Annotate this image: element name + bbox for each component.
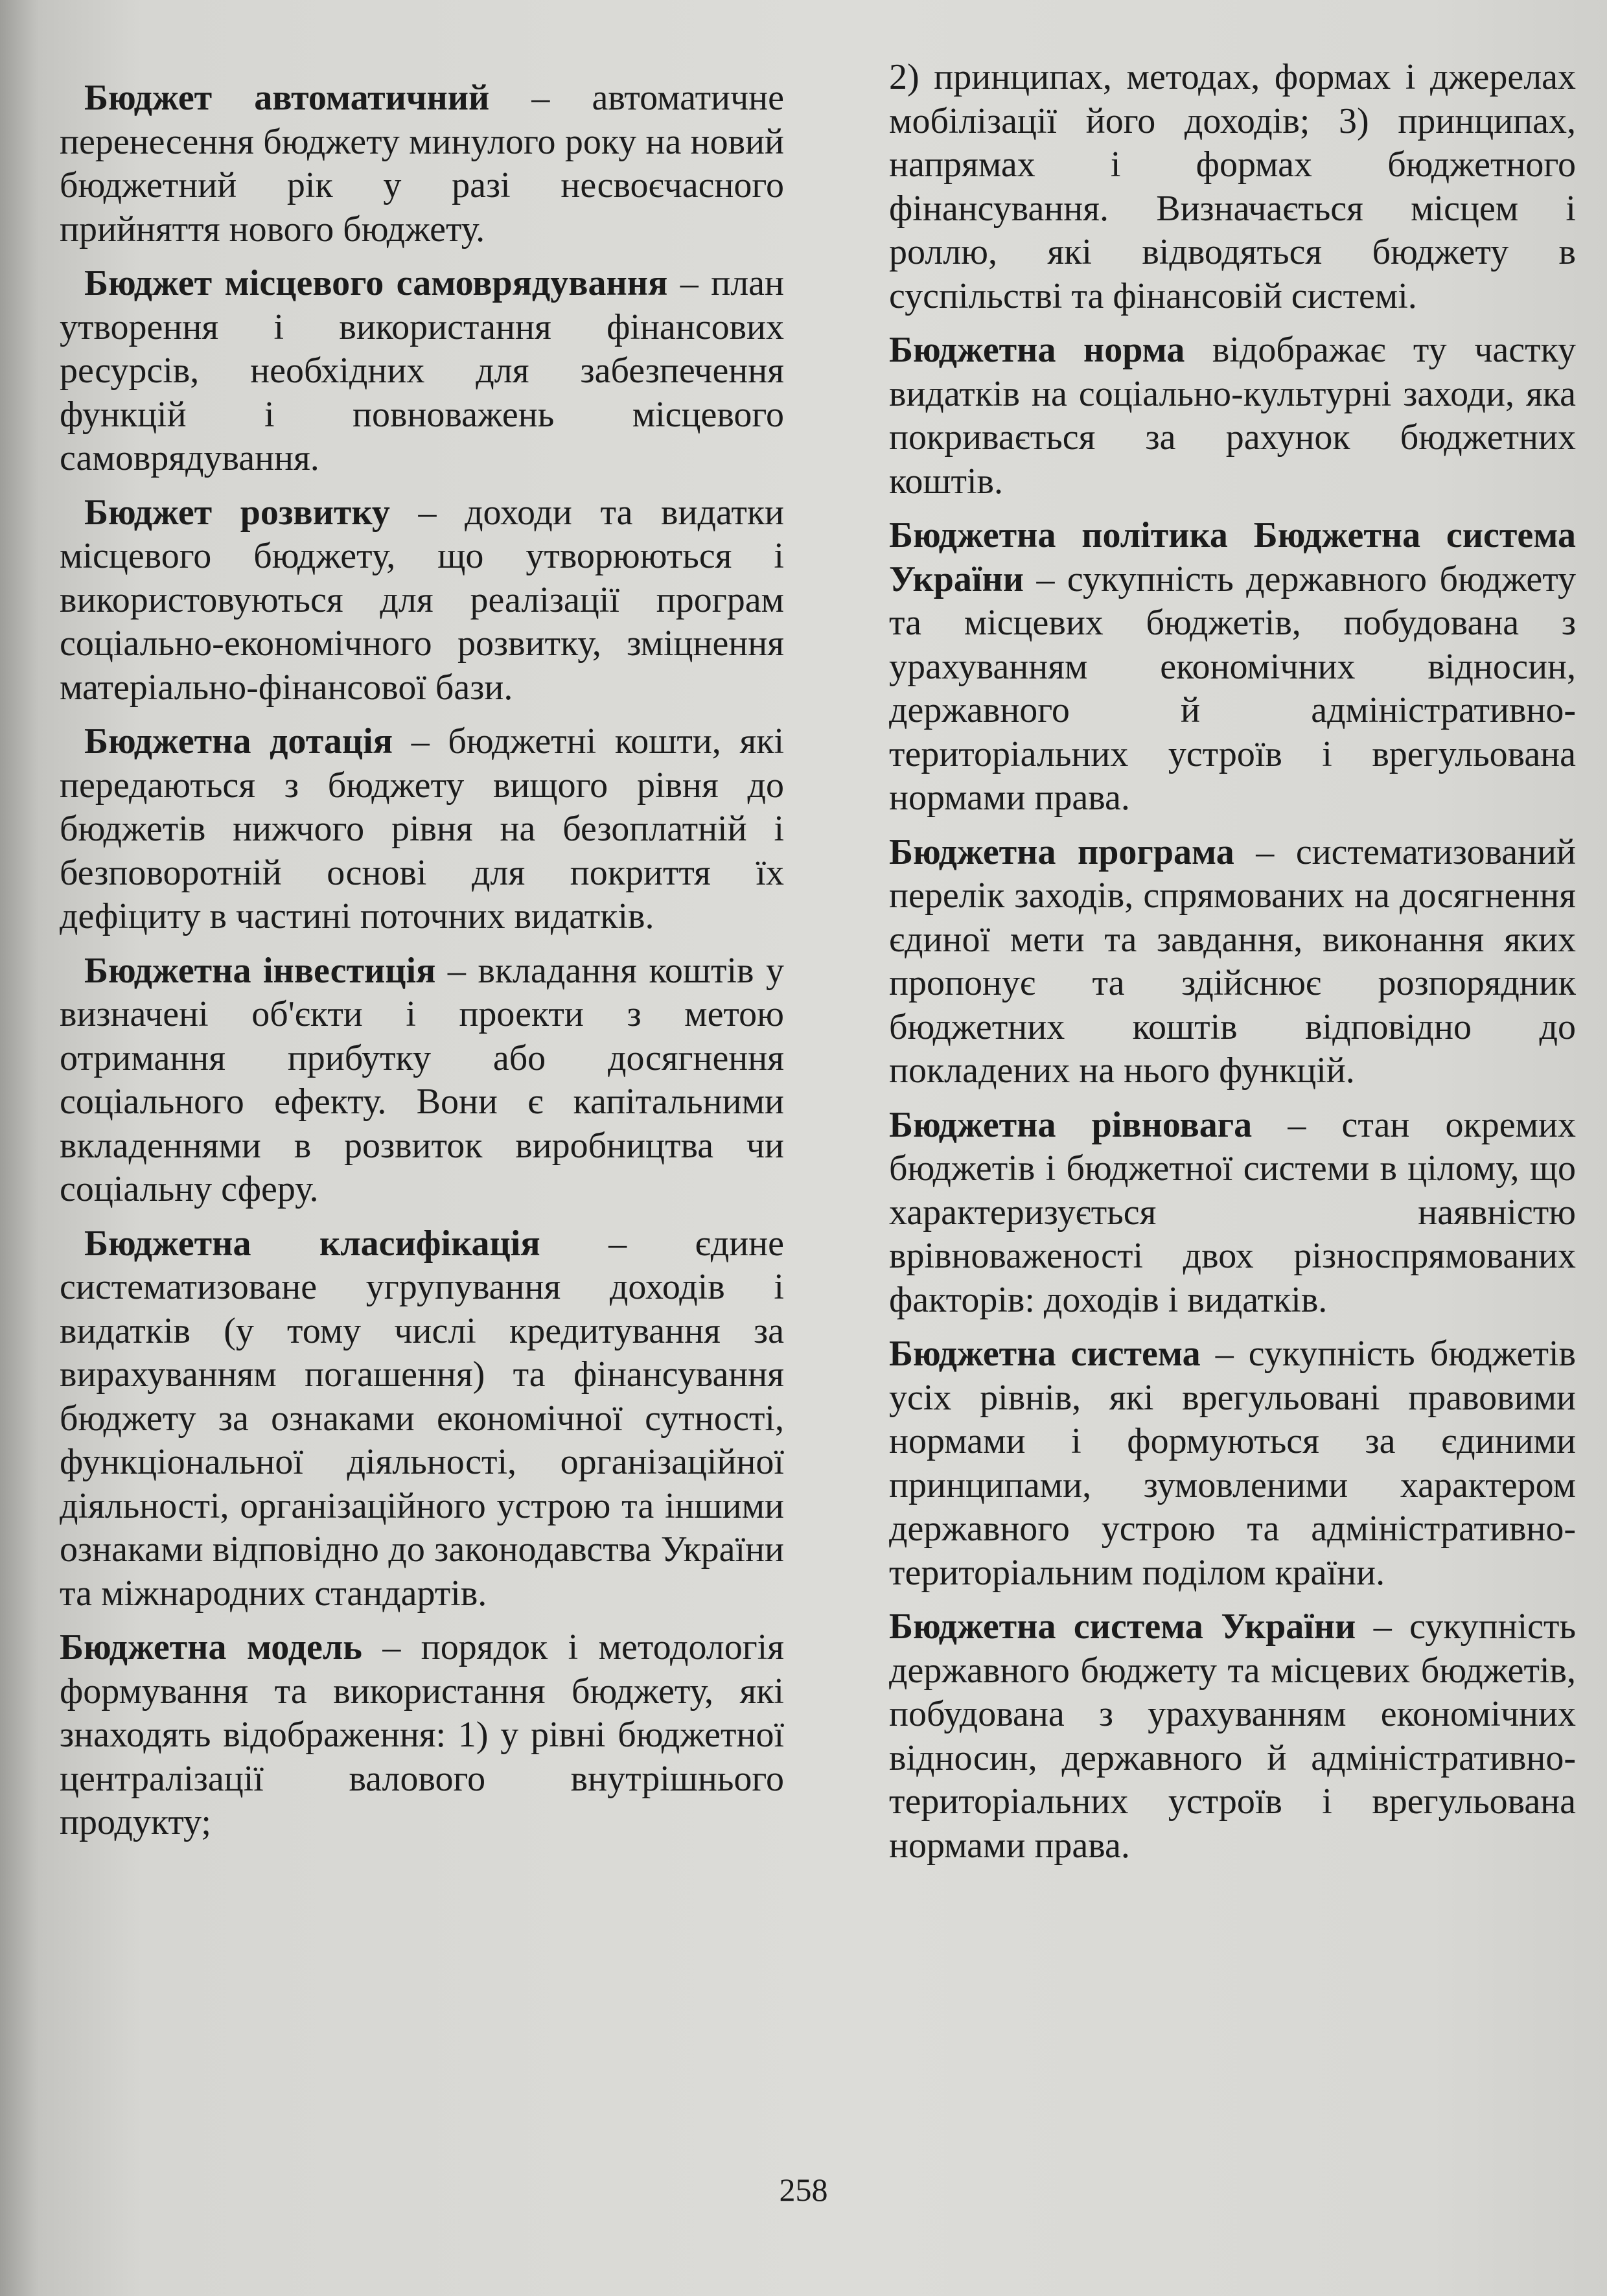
glossary-entry	[889, 831, 1576, 1093]
glossary-entry	[60, 491, 784, 710]
entry-term: Бюджет розвитку	[84, 492, 390, 533]
entry-term: Бюджетна політика Бюджетна система України	[889, 515, 1576, 599]
glossary-entry	[60, 262, 784, 481]
entry-definition: – стан окремих бюджетів і бюджетної системи в цілому, що характеризується наявністю врівноваженості двох різноспрямованих факторів: доходів і видатків.	[889, 1104, 1576, 1320]
glossary-entry	[60, 1626, 784, 1845]
entry-definition: – вкладання коштів у визначені об'єкти і проекти з метою отримання прибутку або досягнення соціального ефекту. Вони є капітальними вкладеннями в розвиток виробництва чи соціальну сферу.	[60, 950, 785, 1209]
entry-definition: – сукупність державного бюджету та місцевих бюджетів, побудована з урахуванням економічних відносин, державного й адміністративно-територіальних устроїв і врегульована нормами права.	[889, 559, 1576, 818]
entry-term: Бюджет місцевого самоврядування	[84, 263, 668, 303]
page-number: 258	[779, 2172, 828, 2208]
right-column	[889, 56, 1576, 1878]
entry-term: Бюджетна класифікація	[84, 1223, 540, 1264]
glossary-entry	[889, 514, 1576, 820]
entry-definition: – порядок і методологія формування та використання бюджету, які знаходять відображення: 1) у рівні бюджетної централізації валового внутрішнього продукту;	[60, 1627, 784, 1842]
glossary-entry	[60, 1222, 784, 1616]
entry-term: Бюджетна система України	[889, 1606, 1356, 1647]
entry-definition: – доходи та видатки місцевого бюджету, що утворюються і використовуються для реалізації програм соціально-економічного розвитку, зміцнення матеріально-фінансової бази.	[60, 492, 785, 708]
entry-definition: 2) принципах, методах, формах і джерелах мобілізації його доходів; 3) принципах, напрямах і формах бюджетного фінансування. Визначається місцем і роллю, які відводяться бюджету в суспільстві та фінансовій системі.	[889, 57, 1576, 316]
left-column	[60, 76, 784, 1855]
entry-definition: – систематизований перелік заходів, спрямованих на досягнення єдиної мети та завдання, виконання яких пропонує та здійснює розпорядник бюджетних коштів відповідно до покладених на нього функцій.	[889, 831, 1576, 1091]
entry-definition: відображає ту частку видатків на соціально-культурні заходи, яка покривається за рахунок бюджетних коштів.	[889, 330, 1576, 502]
entry-term: Бюджетна рівновага	[889, 1104, 1253, 1145]
glossary-entry	[889, 1605, 1576, 1868]
entry-term: Бюджетна дотація	[84, 721, 393, 761]
entry-term: Бюджетна модель	[60, 1627, 362, 1667]
glossary-entry	[60, 949, 784, 1212]
glossary-entry-continuation	[889, 56, 1576, 318]
entry-definition: – план утворення і використання фінансових ресурсів, необхідних для забезпечення функцій і повноважень місцевого самоврядування.	[60, 263, 784, 478]
entry-term: Бюджетна норма	[889, 330, 1185, 370]
entry-term: Бюджетна система	[889, 1334, 1201, 1374]
glossary-entry	[60, 720, 784, 939]
glossary-entry	[889, 1104, 1576, 1323]
entry-definition: – автоматичне перенесення бюджету минулого року на новий бюджетний рік у разі несвоєчасного прийняття нового бюджету.	[60, 78, 784, 249]
entry-term: Бюджетна інвестиція	[84, 950, 436, 991]
entry-term: Бюджетна програма	[889, 831, 1234, 872]
entry-definition: – бюджетні кошти, які передаються з бюджету вищого рівня до бюджетів нижчого рівня на безоплатній і безповоротній основі для покриття їх дефіциту в частині поточних видатків.	[60, 721, 785, 936]
glossary-entry	[889, 1332, 1576, 1595]
entry-definition: – єдине систематизоване угрупування доходів і видатків (у тому числі кредитування за вирахуванням погашення) та фінансування бюджету за ознаками економічної сутності, функціональної діяльності, організаційної діяльності, організаційного устрою та іншими ознаками відповідно до законодавства України та міжнародних стандартів.	[60, 1223, 784, 1614]
entry-definition: – сукупність бюджетів усіх рівнів, які врегульовані правовими нормами і формуються за єдиними принципами, зумовленими характером державного устрою та адміністративно-територіальним поділом країни.	[889, 1334, 1576, 1593]
glossary-entry	[889, 329, 1576, 504]
entry-term: Бюджет автоматичний	[84, 78, 490, 118]
entry-definition: – сукупність державного бюджету та місцевих бюджетів, побудована з урахуванням економічних відносин, державного й адміністративно-територіальних устроїв і врегульована нормами права.	[889, 1606, 1576, 1866]
glossary-entry	[60, 76, 784, 251]
